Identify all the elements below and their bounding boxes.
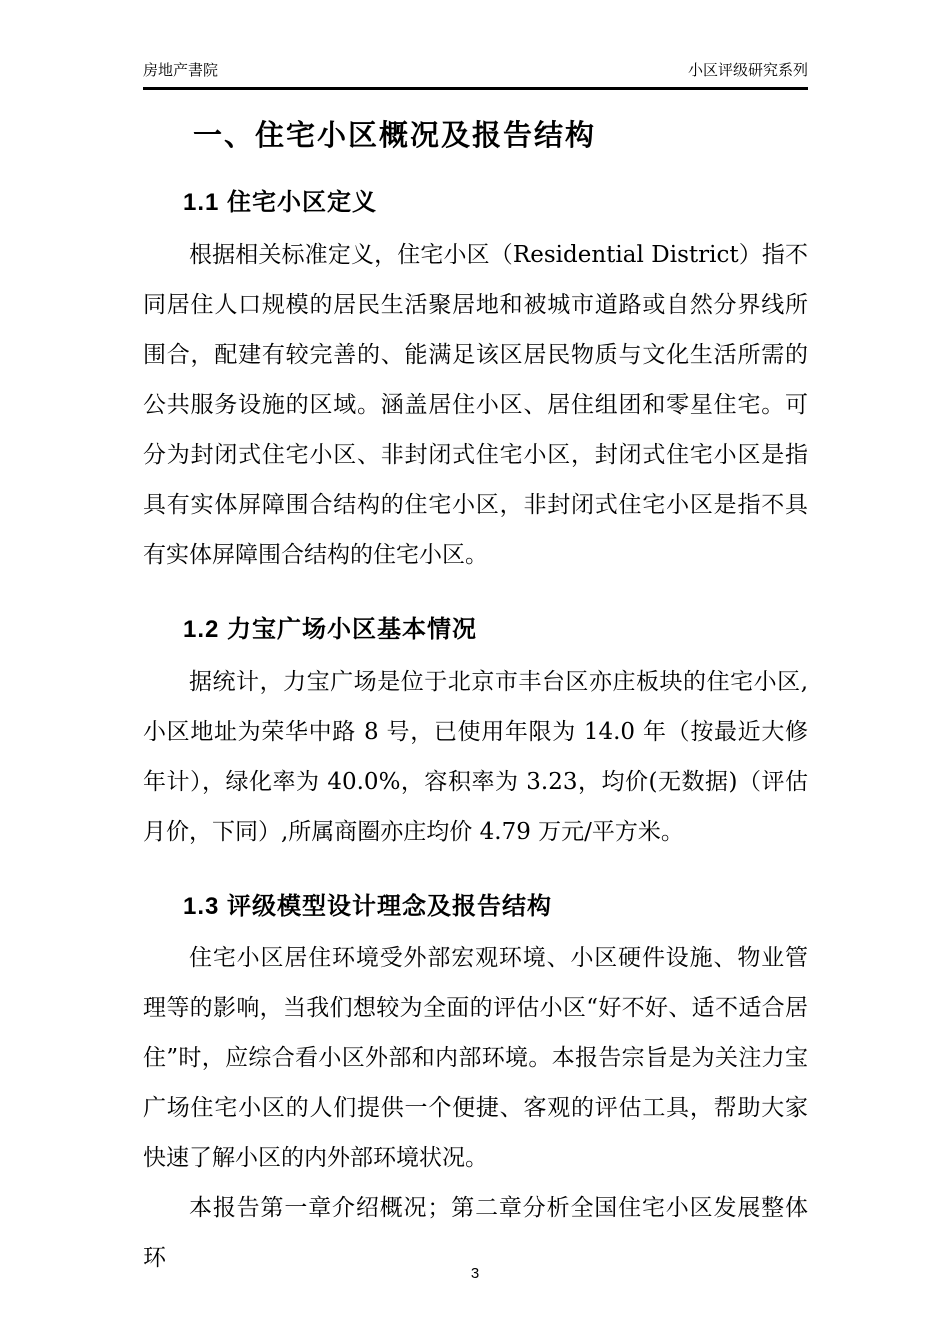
section-heading-1-2: 1.2 力宝广场小区基本情况 <box>183 615 478 643</box>
paragraph: 本报告第一章介绍概况；第二章分析全国住宅小区发展整体环 <box>143 1195 808 1272</box>
header-right-text: 小区评级研究系列 <box>687 62 808 79</box>
page-content <box>143 0 808 1283</box>
page-number: 3 <box>470 1265 480 1282</box>
page-header <box>143 0 808 90</box>
section-heading-1-1: 1.1 住宅小区定义 <box>183 189 378 217</box>
chapter-title: 一、住宅小区概况及报告结构 <box>193 120 597 152</box>
paragraph: 根据相关标准定义，住宅小区（Residential District）指不同居住人口规模的居民生活聚居地和被城市道路或自然分界线所围合，配建有较完善的、能满足该区居民物质与文化生活所需的公共服务设施的区域。涵盖居住小区、居住组团和零星住宅。可分为封闭式住宅小区、非封闭式住宅小区，封闭式住宅小区是指具有实体屏障围合结构的住宅小区，非封闭式住宅小区是指不具有实体屏障围合结构的住宅小区。 <box>143 241 808 568</box>
section-heading-1-3: 1.3 评级模型设计理念及报告结构 <box>183 892 553 920</box>
header-left-text: 房地产書院 <box>143 62 219 79</box>
paragraph: 住宅小区居住环境受外部宏观环境、小区硬件设施、物业管理等的影响，当我们想较为全面的评估小区“好不好、适不适合居住”时，应综合看小区外部和内部环境。本报告宗旨是为关注力宝广场住宅小区的人们提供一个便捷、客观的评估工具，帮助大家快速了解小区的内外部环境状况。 <box>143 945 808 1172</box>
paragraph: 据统计，力宝广场是位于北京市丰台区亦庄板块的住宅小区,小区地址为荣华中路 8 号，已使用年限为 14.0 年（按最近大修年计），绿化率为 40.0%，容积率为 3.23，均价(无数据)（评估月价，下同）,所属商圈亦庄均价 4.79 万元/平方米。 <box>143 668 808 845</box>
